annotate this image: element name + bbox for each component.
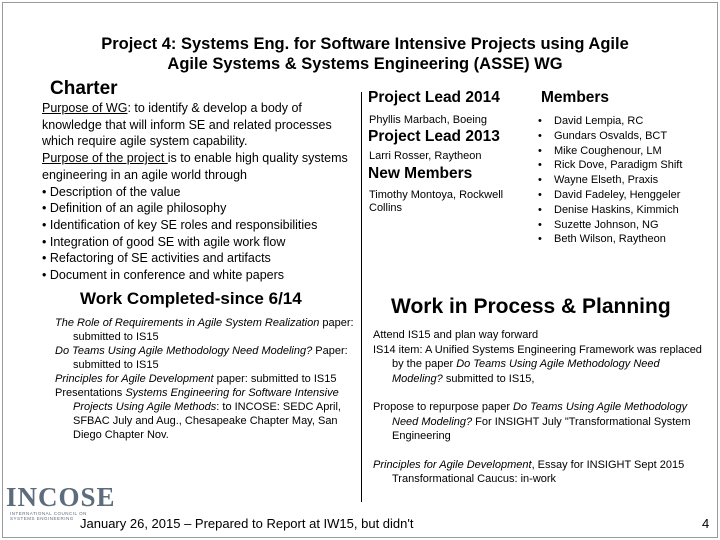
list-item: • Rick Dove, Paradigm Shift: [538, 158, 682, 173]
logo-wordmark: INCOSE: [6, 482, 116, 512]
list-item: • Document in conference and white papers: [42, 267, 362, 284]
page-number: 4: [702, 516, 710, 531]
members-heading: Members: [541, 89, 610, 106]
new-members-names: Timothy Montoya, Rockwell Collins: [369, 189, 504, 214]
item-text: IS14 item: A Unified Systems Engineering Framework was replaced by the paper: [373, 343, 702, 370]
item-title: Principles for Agile Development: [55, 373, 214, 385]
lead-2014-heading: Project Lead 2014: [368, 89, 500, 106]
title-line-1: Project 4: Systems Eng. for Software Intensive Projects using Agile: [101, 35, 629, 53]
item-text: Propose to repurpose paper: [373, 401, 514, 413]
list-item: [373, 400, 708, 444]
item-title: Principles for Agile Development: [373, 458, 532, 471]
list-item: • Beth Wilson, Raytheon: [538, 232, 682, 247]
list-item: • Suzette Johnson, NG: [538, 218, 682, 233]
work-completed-list: [55, 316, 355, 442]
lead-2013-names: Larri Rosser, Raytheon: [369, 150, 482, 162]
list-item: • Integration of good SE with agile work flow: [42, 234, 362, 251]
title-line-2: Agile Systems & Systems Engineering (ASSE) WG: [167, 55, 563, 73]
item-text: paper: submitted to IS15: [73, 317, 354, 343]
item-text: For INSIGHT July "Transformational System Engineering: [392, 415, 691, 442]
new-members-heading: New Members: [368, 165, 473, 182]
list-item: [373, 458, 708, 487]
footer-text: January 26, 2015 – Prepared to Report at IW15, but didn't: [80, 516, 414, 531]
list-item: Attend IS15 and plan way forward: [373, 329, 539, 341]
list-item: [55, 386, 355, 442]
item-title: Do Teams Using Agile Methodology Need Modeling?: [392, 358, 660, 385]
slide-title: [30, 34, 700, 74]
list-item: [55, 344, 355, 372]
list-item: • Description of the value: [42, 184, 362, 201]
purpose-project-label: Purpose of the project: [42, 151, 168, 166]
item-text: Paper: submitted to IS15: [73, 345, 348, 371]
purpose-project: [42, 150, 362, 183]
list-item: [55, 316, 355, 344]
lead-2013-heading: Project Lead 2013: [368, 128, 500, 145]
purpose-wg-label: Purpose of WG: [42, 101, 128, 115]
item-prefix: Presentations: [55, 387, 126, 399]
logo-tagline: INTERNATIONAL COUNCIL ON SYSTEMS ENGINEERING: [10, 511, 87, 521]
list-item: [55, 372, 355, 386]
list-item: [373, 343, 708, 387]
item-text: : to INCOSE: SEDC April, SFBAC July and Aug., Chesapeake Chapter May, San Diego Chapter Nov.: [73, 401, 341, 441]
work-completed-heading: Work Completed-since 6/14: [80, 289, 302, 308]
list-item: • David Fadeley, Henggeler: [538, 188, 682, 203]
charter-heading: Charter: [50, 78, 118, 99]
wip-heading: Work in Process & Planning: [391, 295, 671, 318]
item-title: Do Teams Using Agile Methodology Need Modeling?: [392, 401, 688, 428]
item-text: submitted to IS15,: [442, 372, 535, 385]
item-title: Do Teams Using Agile Methodology Need Modeling?: [55, 345, 313, 357]
list-item: • David Lempia, RC: [538, 114, 682, 129]
vertical-divider: [361, 92, 362, 502]
item-text: , Essay for INSIGHT Sept 2015 Transformational Caucus: in-work: [392, 458, 685, 485]
lead-2014-names: Phyllis Marbach, Boeing: [369, 114, 488, 126]
purpose-project-text: is to enable high quality systems engineering in an agile world through: [42, 151, 348, 182]
list-item: • Mike Coughenour, LM: [538, 144, 682, 159]
list-item: • Denise Haskins, Kimmich: [538, 203, 682, 218]
charter-body: [42, 100, 362, 284]
list-item: • Refactoring of SE activities and artifacts: [42, 250, 362, 267]
charter-bullet-list: [42, 184, 362, 284]
item-title: The Role of Requirements in Agile System Realization: [55, 317, 320, 329]
list-item: • Identification of key SE roles and responsibilities: [42, 217, 362, 234]
list-item: • Definition of an agile philosophy: [42, 200, 362, 217]
list-item: • Wayne Elseth, Praxis: [538, 173, 682, 188]
list-item: • Gundars Osvalds, BCT: [538, 129, 682, 144]
wip-list: [373, 328, 708, 501]
members-list: [538, 114, 682, 247]
item-text: paper: submitted to IS15: [213, 373, 337, 385]
purpose-wg: [42, 100, 362, 150]
item-title: Systems Engineering for Software Intensive Projects Using Agile Methods: [73, 387, 339, 413]
purpose-wg-text: : to identify & develop a body of knowledge that will inform SE and related processes which require agile system capability.: [42, 101, 332, 149]
